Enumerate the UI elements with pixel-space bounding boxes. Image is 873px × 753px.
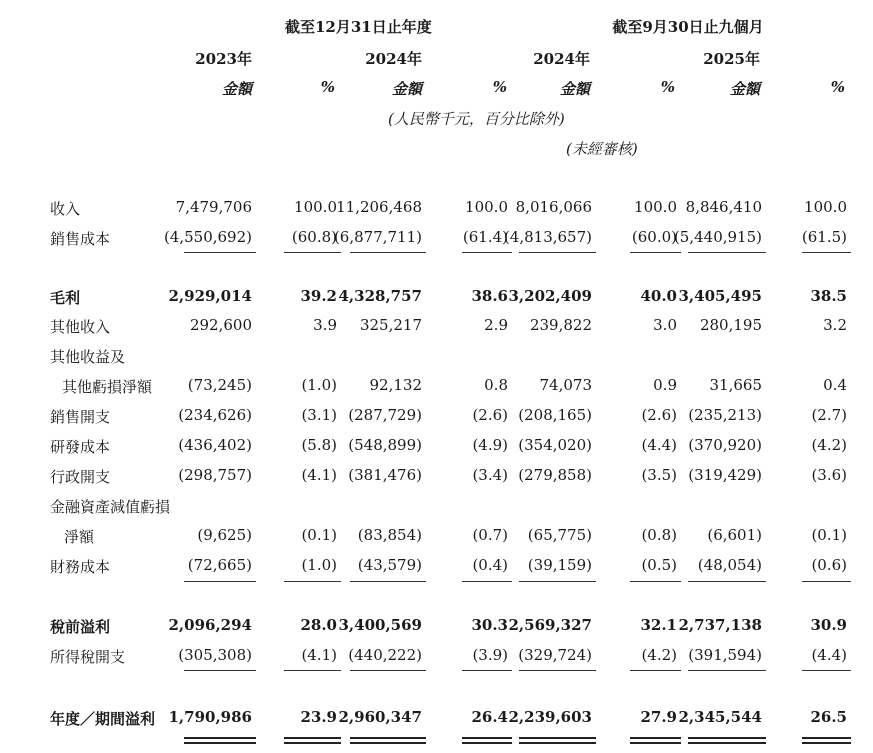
amount-cell: (208,165) (518, 406, 592, 424)
amount-cell: 8,846,410 (685, 198, 762, 216)
total-double-rule (184, 737, 256, 744)
percent-cell: (3.9) (472, 646, 508, 664)
year-header-2024-9m: 2024年 (533, 50, 590, 68)
amount-cell: 8,016,066 (515, 198, 592, 216)
total-double-rule (350, 737, 426, 744)
amount-cell: (381,476) (348, 466, 422, 484)
amount-cell: 2,737,138 (678, 616, 762, 634)
percent-cell: 40.0 (640, 287, 677, 305)
percent-cell: (0.7) (472, 526, 508, 544)
pct-header-2023: % (320, 78, 335, 96)
subtotal-rule (184, 670, 256, 671)
subtotal-rule (350, 670, 426, 671)
amount-cell: (6,877,711) (333, 228, 422, 246)
percent-cell: 100.0 (804, 198, 847, 216)
percent-cell: 38.5 (810, 287, 847, 305)
percent-cell: (4.4) (641, 436, 677, 454)
percent-cell: 3.9 (313, 316, 337, 334)
percent-cell: 0.8 (484, 376, 508, 394)
row-label: 稅前溢利 (50, 618, 111, 636)
percent-cell: 27.9 (640, 708, 677, 726)
row-label: 銷售成本 (50, 230, 111, 248)
percent-cell: (3.5) (641, 466, 677, 484)
row-label: 其他收入 (50, 318, 111, 336)
percent-cell: 32.1 (640, 616, 677, 634)
row-label: 年度／期間溢利 (50, 710, 156, 728)
amount-header-2024: 金額 (391, 80, 422, 98)
percent-cell: 30.9 (810, 616, 847, 634)
percent-cell: (1.0) (301, 556, 337, 574)
amount-cell: (370,920) (688, 436, 762, 454)
row-label: 其他收益及 (50, 348, 126, 366)
amount-cell: 280,195 (699, 316, 762, 334)
amount-cell: (48,054) (697, 556, 762, 574)
percent-cell: (4.2) (641, 646, 677, 664)
subtotal-rule (519, 581, 596, 582)
percent-cell: (2.7) (811, 406, 847, 424)
unaudited-note: (未經審核) (566, 140, 638, 158)
amount-cell: (329,724) (518, 646, 592, 664)
subtotal-rule (688, 252, 766, 253)
subtotal-rule (802, 670, 851, 671)
percent-cell: (3.1) (301, 406, 337, 424)
percent-cell: (61.4) (462, 228, 508, 246)
amount-cell: (287,729) (348, 406, 422, 424)
amount-cell: 92,132 (369, 376, 422, 394)
amount-cell: 11,206,468 (336, 198, 422, 216)
percent-cell: 30.3 (471, 616, 508, 634)
subtotal-rule (284, 670, 341, 671)
amount-cell: 292,600 (189, 316, 252, 334)
subtotal-rule (184, 581, 256, 582)
amount-cell: (440,222) (348, 646, 422, 664)
row-label: 金融資產減值虧損 (50, 498, 171, 516)
subtotal-rule (519, 670, 596, 671)
percent-cell: 2.9 (484, 316, 508, 334)
amount-cell: 2,239,603 (508, 708, 592, 726)
row-label: 研發成本 (50, 438, 111, 456)
year-header-2024: 2024年 (365, 50, 422, 68)
period-header-full-year: 截至12月31日止年度 (285, 18, 432, 36)
subtotal-rule (284, 581, 341, 582)
amount-cell: (279,858) (518, 466, 592, 484)
amount-cell: 7,479,706 (175, 198, 252, 216)
period-header-nine-months: 截至9月30日止九個月 (612, 18, 764, 36)
pct-header-2025-9m: % (830, 78, 845, 96)
total-double-rule (284, 737, 341, 744)
subtotal-rule (630, 252, 681, 253)
amount-cell: (43,579) (357, 556, 422, 574)
row-label: 財務成本 (50, 558, 111, 576)
total-double-rule (802, 737, 851, 744)
amount-cell: (4,550,692) (163, 228, 252, 246)
amount-cell: (72,665) (187, 556, 252, 574)
amount-cell: (319,429) (688, 466, 762, 484)
subtotal-rule (462, 670, 512, 671)
amount-cell: 239,822 (529, 316, 592, 334)
amount-cell: (6,601) (707, 526, 762, 544)
amount-cell: (298,757) (178, 466, 252, 484)
subtotal-rule (630, 581, 681, 582)
total-double-rule (630, 737, 681, 744)
subtotal-rule (630, 670, 681, 671)
percent-cell: 26.4 (471, 708, 508, 726)
row-label: 收入 (50, 200, 81, 218)
percent-cell: (4.1) (301, 466, 337, 484)
row-label: 淨額 (64, 528, 95, 546)
amount-cell: 1,790,986 (168, 708, 252, 726)
subtotal-rule (284, 252, 341, 253)
subtotal-rule (350, 581, 426, 582)
amount-cell: (4,813,657) (503, 228, 592, 246)
amount-cell: 3,400,569 (338, 616, 422, 634)
percent-cell: (61.5) (801, 228, 847, 246)
amount-cell: (305,308) (178, 646, 252, 664)
amount-cell: (73,245) (187, 376, 252, 394)
subtotal-rule (350, 252, 426, 253)
percent-cell: (60.8) (291, 228, 337, 246)
percent-cell: 26.5 (810, 708, 847, 726)
row-label: 其他虧損淨額 (62, 378, 153, 396)
percent-cell: 100.0 (465, 198, 508, 216)
percent-cell: (1.0) (301, 376, 337, 394)
percent-cell: (4.2) (811, 436, 847, 454)
amount-cell: (234,626) (178, 406, 252, 424)
amount-cell: 325,217 (359, 316, 422, 334)
percent-cell: (4.4) (811, 646, 847, 664)
subtotal-rule (462, 581, 512, 582)
percent-cell: 0.9 (653, 376, 677, 394)
row-label: 所得稅開支 (50, 648, 126, 666)
subtotal-rule (688, 670, 766, 671)
percent-cell: (0.1) (811, 526, 847, 544)
amount-cell: 2,960,347 (338, 708, 422, 726)
year-header-2025-9m: 2025年 (703, 50, 760, 68)
amount-cell: 2,569,327 (508, 616, 592, 634)
percent-cell: (0.1) (301, 526, 337, 544)
percent-cell: (4.1) (301, 646, 337, 664)
amount-cell: 4,328,757 (338, 287, 422, 305)
pct-header-2024-9m: % (660, 78, 675, 96)
amount-cell: 2,929,014 (168, 287, 252, 305)
amount-header-2025-9m: 金額 (729, 80, 760, 98)
percent-cell: (0.8) (641, 526, 677, 544)
subtotal-rule (519, 252, 596, 253)
amount-cell: (548,899) (348, 436, 422, 454)
percent-cell: (3.4) (472, 466, 508, 484)
amount-cell: (65,775) (527, 526, 592, 544)
subtotal-rule (802, 581, 851, 582)
total-double-rule (688, 737, 766, 744)
amount-cell: (39,159) (527, 556, 592, 574)
year-header-2023: 2023年 (195, 50, 252, 68)
amount-cell: 2,345,544 (678, 708, 762, 726)
subtotal-rule (688, 581, 766, 582)
amount-cell: (436,402) (178, 436, 252, 454)
total-double-rule (462, 737, 512, 744)
amount-cell: (391,594) (688, 646, 762, 664)
row-label: 毛利 (50, 289, 81, 307)
percent-cell: (4.9) (472, 436, 508, 454)
unit-note: (人民幣千元，百分比除外) (388, 110, 565, 128)
subtotal-rule (802, 252, 851, 253)
amount-header-2023: 金額 (221, 80, 252, 98)
percent-cell: (0.4) (472, 556, 508, 574)
total-double-rule (519, 737, 596, 744)
pct-header-2024: % (492, 78, 507, 96)
percent-cell: 39.2 (300, 287, 337, 305)
percent-cell: 28.0 (300, 616, 337, 634)
subtotal-rule (462, 252, 512, 253)
amount-cell: 3,405,495 (678, 287, 762, 305)
amount-cell: (83,854) (357, 526, 422, 544)
amount-cell: 3,202,409 (508, 287, 592, 305)
amount-cell: (9,625) (197, 526, 252, 544)
row-label: 行政開支 (50, 468, 111, 486)
row-label: 銷售開支 (50, 408, 111, 426)
percent-cell: (0.6) (811, 556, 847, 574)
percent-cell: (5.8) (301, 436, 337, 454)
percent-cell: 23.9 (300, 708, 337, 726)
percent-cell: 3.2 (823, 316, 847, 334)
amount-cell: (5,440,915) (673, 228, 762, 246)
percent-cell: 100.0 (294, 198, 337, 216)
percent-cell: 0.4 (823, 376, 847, 394)
percent-cell: 100.0 (634, 198, 677, 216)
percent-cell: (3.6) (811, 466, 847, 484)
percent-cell: 38.6 (471, 287, 508, 305)
percent-cell: (60.0) (631, 228, 677, 246)
amount-cell: 74,073 (539, 376, 592, 394)
amount-header-2024-9m: 金額 (559, 80, 590, 98)
percent-cell: 3.0 (653, 316, 677, 334)
percent-cell: (0.5) (641, 556, 677, 574)
percent-cell: (2.6) (641, 406, 677, 424)
amount-cell: 31,665 (709, 376, 762, 394)
percent-cell: (2.6) (472, 406, 508, 424)
subtotal-rule (184, 252, 256, 253)
amount-cell: (354,020) (518, 436, 592, 454)
amount-cell: 2,096,294 (168, 616, 252, 634)
amount-cell: (235,213) (688, 406, 762, 424)
